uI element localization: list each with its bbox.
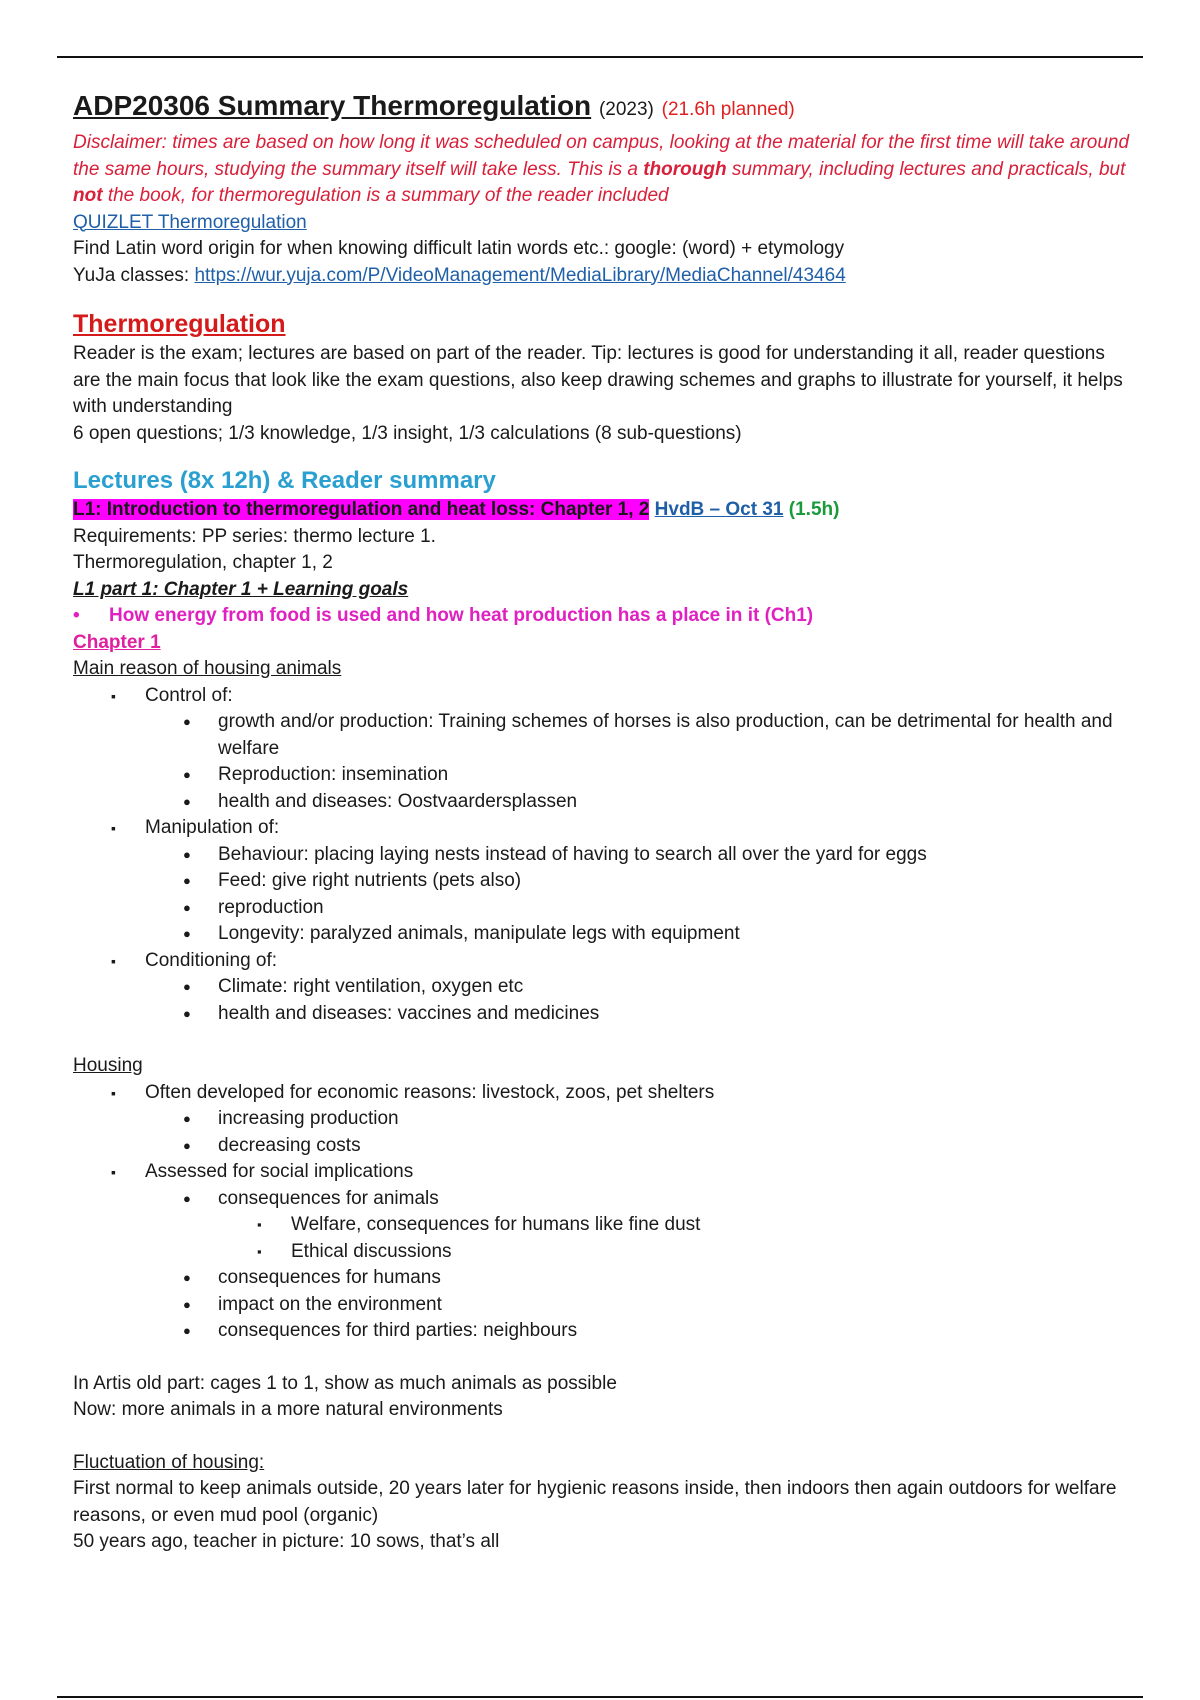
- list-item: ● reproduction: [73, 895, 1133, 922]
- lecture-1-meta[interactable]: HvdB – Oct 31: [654, 499, 784, 520]
- list-item: ● health and diseases: vaccines and medicines: [73, 1001, 1133, 1028]
- list-item-economic: ▪ Often developed for economic reasons: livestock, zoos, pet shelters: [73, 1080, 1133, 1107]
- top-rule: [57, 56, 1143, 58]
- artis-now: Now: more animals in a more natural environments: [73, 1399, 503, 1420]
- list-item: ● consequences for third parties: neighbours: [73, 1318, 1133, 1345]
- title-planned-hours: (21.6h planned): [661, 99, 795, 120]
- chapter-1-heading: Chapter 1: [73, 631, 161, 653]
- list-item: ● consequences for humans: [73, 1265, 1133, 1292]
- list-item: ● Climate: right ventilation, oxygen etc: [73, 974, 1133, 1001]
- title-main: ADP20306 Summary Thermoregulation: [73, 90, 592, 121]
- learning-goal-item: • How energy from food is used and how heat production has a place in it (Ch1): [73, 603, 1133, 630]
- document-page: [73, 88, 1133, 1556]
- yuja-label: YuJa classes:: [73, 264, 195, 286]
- fluctuation-paragraph-1: First normal to keep animals outside, 20 years later for hygienic reasons inside, then indoors then again outdoors for welfare reasons, or even mud pool (organic): [73, 1478, 1117, 1526]
- lecture-1-line: [73, 497, 1133, 524]
- lecture-1-part-1: L1 part 1: Chapter 1 + Learning goals: [73, 578, 409, 600]
- quizlet-link[interactable]: QUIZLET Thermoregulation: [73, 211, 307, 233]
- list-item: ● increasing production: [73, 1106, 1133, 1133]
- disclaimer-part2: summary, including lectures and practicals, but: [726, 158, 1126, 180]
- list-item: ● Reproduction: insemination: [73, 762, 1133, 789]
- list-item-manipulation: ▪ Manipulation of:: [73, 815, 1133, 842]
- disclaimer-part3: the book, for thermoregulation is a summary of the reader included: [102, 185, 669, 206]
- lecture-1-hours: (1.5h): [788, 499, 840, 520]
- latin-tip: Find Latin word origin for when knowing difficult latin words etc.: google: (word) + etymology: [73, 238, 845, 259]
- list-item: ▪ Ethical discussions: [73, 1239, 1133, 1266]
- chapters-line: Thermoregulation, chapter 1, 2: [73, 552, 333, 573]
- requirements: Requirements: PP series: thermo lecture 1.: [73, 525, 436, 547]
- thermo-paragraph-2: 6 open questions; 1/3 knowledge, 1/3 insight, 1/3 calculations (8 sub-questions): [73, 422, 742, 444]
- list-item-conditioning: ▪ Conditioning of:: [73, 948, 1133, 975]
- bottom-rule: [57, 1696, 1143, 1698]
- list-item: ● Longevity: paralyzed animals, manipulate legs with equipment: [73, 921, 1133, 948]
- title-year: (2023): [598, 99, 654, 120]
- fluctuation-paragraph-2: 50 years ago, teacher in picture: 10 sows, that’s all: [73, 1531, 500, 1552]
- list-item: ● decreasing costs: [73, 1133, 1133, 1160]
- list-item: ● growth and/or production: Training schemes of horses is also production, can be detrimental for health and welfare: [73, 709, 1133, 762]
- disclaimer: [73, 130, 1133, 210]
- list-item: ▪ Welfare, consequences for humans like fine dust: [73, 1212, 1133, 1239]
- list-item: ● Feed: give right nutrients (pets also): [73, 868, 1133, 895]
- list-item: ● impact on the environment: [73, 1292, 1133, 1319]
- thermo-paragraph-1: Reader is the exam; lectures are based on part of the reader. Tip: lectures is good for understanding it all, reader questions are the main focus that look like the exam questions, also keep drawing schemes and graphs to illustrate for yourself, it helps with understanding: [73, 343, 1123, 417]
- list-item: ● Behaviour: placing laying nests instead of having to search all over the yard for eggs: [73, 842, 1133, 869]
- document-title: [73, 88, 1133, 128]
- list-item-control: ▪ Control of:: [73, 683, 1133, 710]
- lecture-1-title: L1: Introduction to thermoregulation and heat loss: Chapter 1, 2: [73, 499, 650, 520]
- list-item-social: ▪ Assessed for social implications: [73, 1159, 1133, 1186]
- main-reason-heading: Main reason of housing animals: [73, 658, 342, 679]
- fluctuation-heading: Fluctuation of housing:: [73, 1451, 265, 1473]
- disclaimer-bold-thorough: thorough: [643, 158, 727, 180]
- disclaimer-bold-not: not: [73, 185, 103, 206]
- yuja-link[interactable]: https://wur.yuja.com/P/VideoManagement/MediaLibrary/MediaChannel/43464: [194, 264, 846, 286]
- list-item: ● consequences for animals: [73, 1186, 1133, 1213]
- yuja-line: [73, 263, 1133, 290]
- list-item: ● health and diseases: Oostvaardersplassen: [73, 789, 1133, 816]
- artis-old: In Artis old part: cages 1 to 1, show as much animals as possible: [73, 1372, 617, 1394]
- heading-thermoregulation: Thermoregulation: [73, 310, 286, 338]
- disclaimer-part1: Disclaimer: times are based on how long it was scheduled on campus, looking at the material for the first time will take around the same hours, studying the summary itself will take less. This is a: [73, 132, 1130, 180]
- heading-lectures: Lectures (8x 12h) & Reader summary: [73, 467, 496, 494]
- housing-heading: Housing: [73, 1055, 143, 1076]
